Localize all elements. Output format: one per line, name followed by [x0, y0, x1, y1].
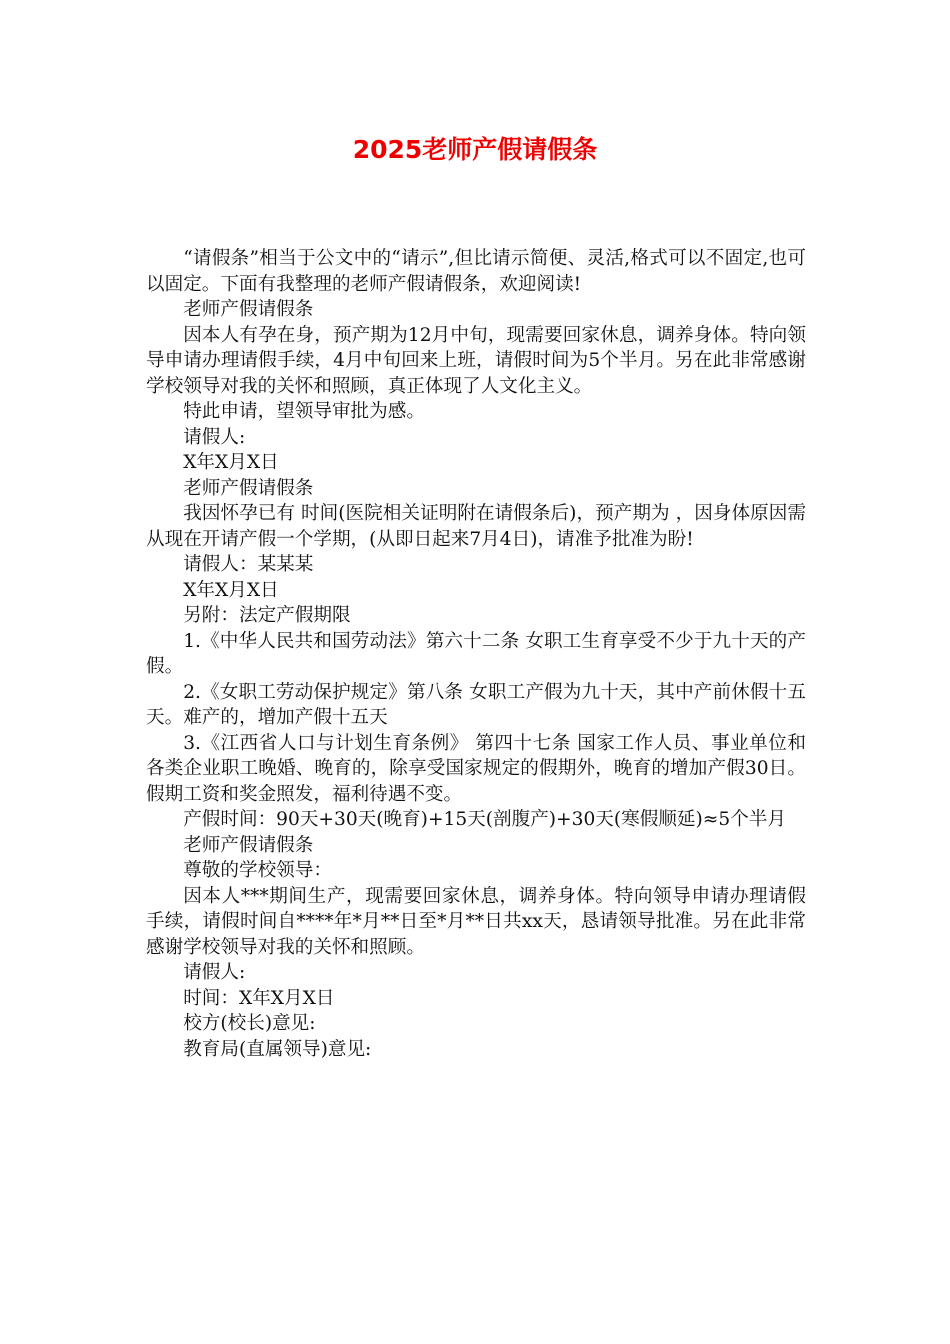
document-body [146, 246, 806, 1062]
principal-opinion-line: 校方(校长)意见: [183, 1013, 316, 1034]
signature-line: 请假人：某某某 [183, 554, 314, 575]
date-line: X年X月X日 [183, 579, 279, 601]
leave-duration-line: 产假时间：90天+30天(晚育)+15天(剖腹产)+30天(寒假顺延)≈5个半月 [183, 809, 786, 830]
date-line: X年X月X日 [183, 452, 279, 473]
law-item: 1.《中华人民共和国劳动法》第六十二条 女职工生育享受不少于九十天的产假。 [146, 630, 806, 677]
date-line: 时间：X年X月X日 [183, 987, 335, 1009]
section-heading: 老师产假请假条 [183, 299, 314, 320]
document-title: 2025老师产假请假条 [352, 135, 598, 164]
appendix-heading: 另附：法定产假期限 [183, 605, 351, 626]
law-item: 2.《女职工劳动保护规定》第八条 女职工产假为九十天，其中产前休假十五天。难产的，增加产假十五天 [146, 681, 806, 728]
body-paragraph: 我因怀孕已有 时间(医院相关证明附在请假条后)，预产期为 ，因身体原因需从现在开请产假一个学期，(从即日起来7月4日)，请准予批准为盼! [146, 503, 806, 550]
intro-paragraph: “请假条”相当于公文中的“请示”,但比请示简便、灵活,格式可以不固定,也可以固定。下面有我整理的老师产假请假条，欢迎阅读! [146, 248, 806, 295]
bureau-opinion-line: 教育局(直属领导)意见: [183, 1038, 372, 1060]
body-paragraph: 因本人***期间生产，现需要回家休息，调养身体。特向领导申请办理请假手续，请假时间自****年*月**日至*月**日共xx天，恳请领导批准。另在此非常感谢学校领导对我的关怀和照顾。 [146, 885, 806, 958]
salutation: 尊敬的学校领导： [183, 860, 332, 881]
section-heading: 老师产假请假条 [183, 834, 314, 856]
section-heading: 老师产假请假条 [183, 477, 314, 499]
signature-line: 请假人: [183, 962, 246, 983]
signature-line: 请假人: [183, 426, 246, 448]
body-paragraph: 因本人有孕在身，预产期为12月中旬，现需要回家休息，调养身体。特向领导申请办理请假手续，4月中旬回来上班，请假时间为5个半月。另在此非常感谢学校领导对我的关怀和照顾，真正体现了人文化主义。 [146, 324, 806, 397]
body-paragraph: 特此申请，望领导审批为感。 [183, 401, 425, 422]
law-item: 3.《江西省人口与计划生育条例》 第四十七条 国家工作人员、事业单位和各类企业职工晚婚、晚育的，除享受国家规定的假期外，晚育的增加产假30日。假期工资和奖金照发，福利待遇不变。 [146, 732, 806, 805]
